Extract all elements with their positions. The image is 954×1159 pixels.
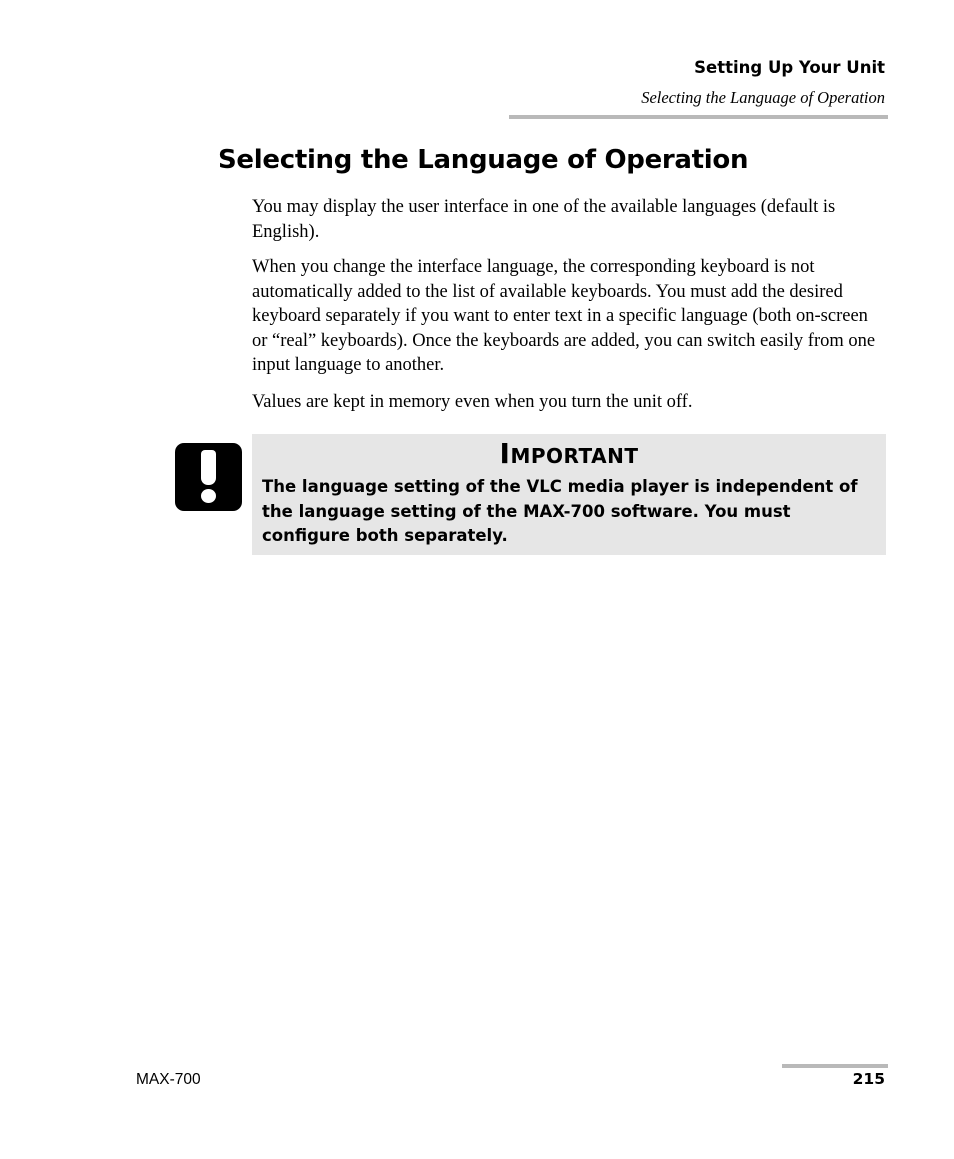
exclamation-dot <box>201 489 216 503</box>
footer-product-name: MAX-700 <box>136 1071 201 1088</box>
exclamation-icon <box>175 443 242 511</box>
exclamation-bar <box>201 450 216 485</box>
footer-divider <box>782 1064 888 1068</box>
body-paragraph: When you change the interface language, the corresponding keyboard is not automatically added to the list of available keyboards. You must add the desired keyboard separately if you want to enter text in a specific language (both on-screen or “real” keyboards). Once the keyboards are added, you can switch easily from one input language to another. <box>252 257 876 375</box>
body-paragraph: You may display the user interface in one of the available languages (default is English). <box>252 197 836 242</box>
header-section-title: Selecting the Language of Operation <box>641 88 885 107</box>
important-heading: Important <box>499 437 639 470</box>
header-divider <box>509 115 888 119</box>
body-paragraph: Values are kept in memory even when you turn the unit off. <box>252 392 693 412</box>
page-title: Selecting the Language of Operation <box>218 145 749 175</box>
header-chapter-title: Setting Up Your Unit <box>694 58 885 77</box>
important-callout <box>252 434 886 555</box>
important-text: The language setting of the VLC media player is independent of the language setting of the MAX-700 software. You must configure both separately. <box>262 477 858 545</box>
footer-page-number: 215 <box>852 1070 885 1088</box>
